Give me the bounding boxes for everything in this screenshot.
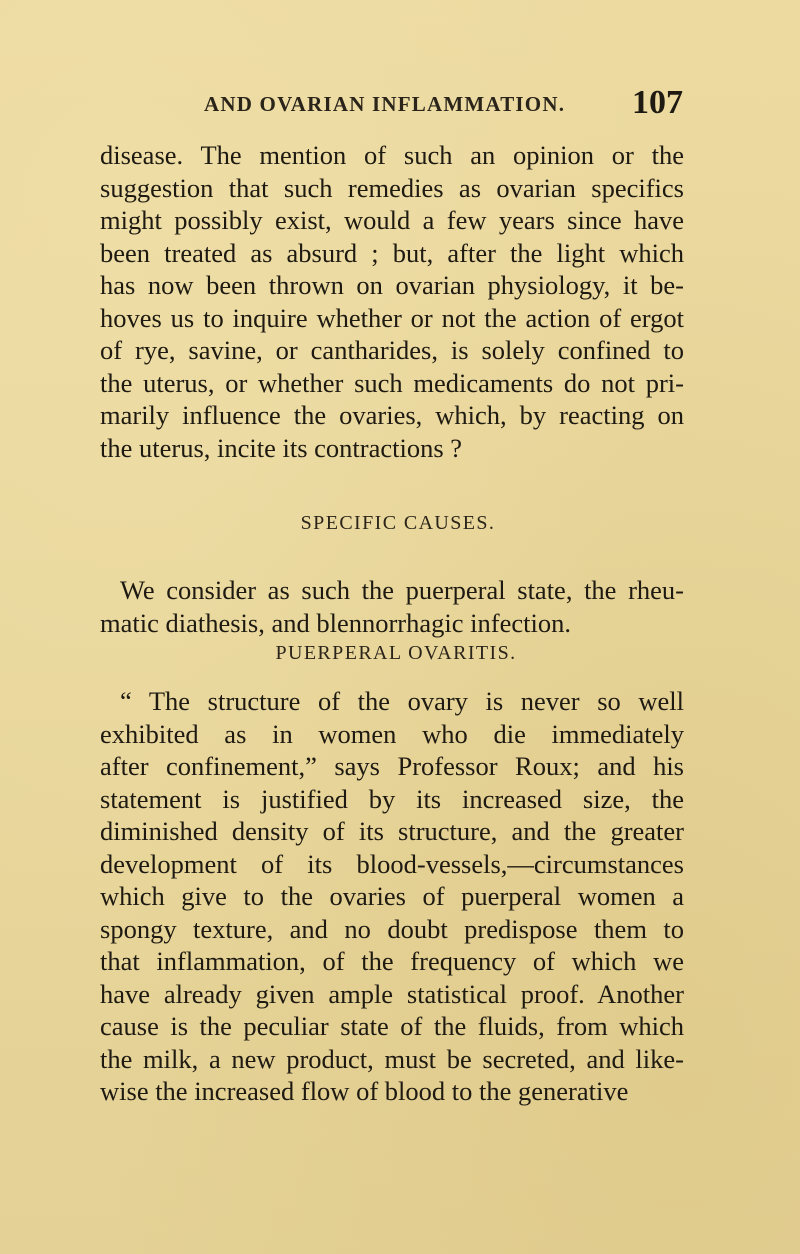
text-line: disease. The mention of such an opinion or the	[100, 140, 684, 170]
text-line: suggestion that such remedies as ovarian specifics	[100, 172, 684, 203]
text-line: has now been thrown on ovarian physiology, it be-	[100, 270, 684, 300]
text-line: “ The structure of the ovary is never so well	[120, 686, 684, 716]
text-line: have already given ample statistical proof. Another	[100, 978, 684, 1009]
paragraph-disease	[100, 139, 684, 464]
section-heading-specific-causes: SPECIFIC CAUSES.	[300, 512, 496, 534]
page-header	[0, 86, 800, 126]
text-line: exhibited as in women who die immediately	[100, 718, 684, 749]
text-line: hoves us to inquire whether or not the action of ergot	[100, 302, 684, 333]
text-line: spongy texture, and no doubt predispose them to	[100, 913, 684, 944]
text-line: statement is justified by its increased size, the	[100, 783, 684, 814]
text-line: marily influence the ovaries, which, by reacting on	[100, 400, 684, 430]
text-line: cause is the peculiar state of the fluids, from which	[100, 1011, 684, 1041]
text-line: that inflammation, of the frequency of which we	[100, 946, 684, 976]
text-line: which give to the ovaries of puerperal women a	[100, 881, 684, 911]
text-line: of rye, savine, or cantharides, is solely confined to	[100, 335, 684, 365]
paragraph-puerperal-ovaritis	[100, 685, 684, 1108]
text-line: development of its blood-vessels,—circumstances	[100, 848, 684, 879]
text-line: been treated as absurd ; but, after the light which	[100, 237, 684, 268]
page-number: 107	[632, 84, 683, 121]
text-line: We consider as such the puerperal state, the rheu-	[120, 575, 684, 605]
text-line: the uterus, incite its contractions ?	[100, 432, 463, 463]
text-line: wise the increased flow of blood to the generative	[100, 1076, 629, 1106]
text-line: might possibly exist, would a few years since have	[100, 205, 684, 235]
text-line: after confinement,” says Professor Roux; and his	[100, 751, 684, 781]
section-heading-puerperal-ovaritis: PUERPERAL OVARITIS.	[275, 642, 517, 664]
text-line: the milk, a new product, must be secreted, and like-	[100, 1043, 684, 1074]
text-line: matic diathesis, and blennorrhagic infection.	[100, 607, 571, 638]
paragraph-specific-causes	[100, 574, 684, 639]
text-line: the uterus, or whether such medicaments do not pri-	[100, 367, 684, 398]
running-head: AND OVARIAN INFLAMMATION.	[204, 92, 566, 116]
text-line: diminished density of its structure, and the greater	[100, 816, 684, 846]
